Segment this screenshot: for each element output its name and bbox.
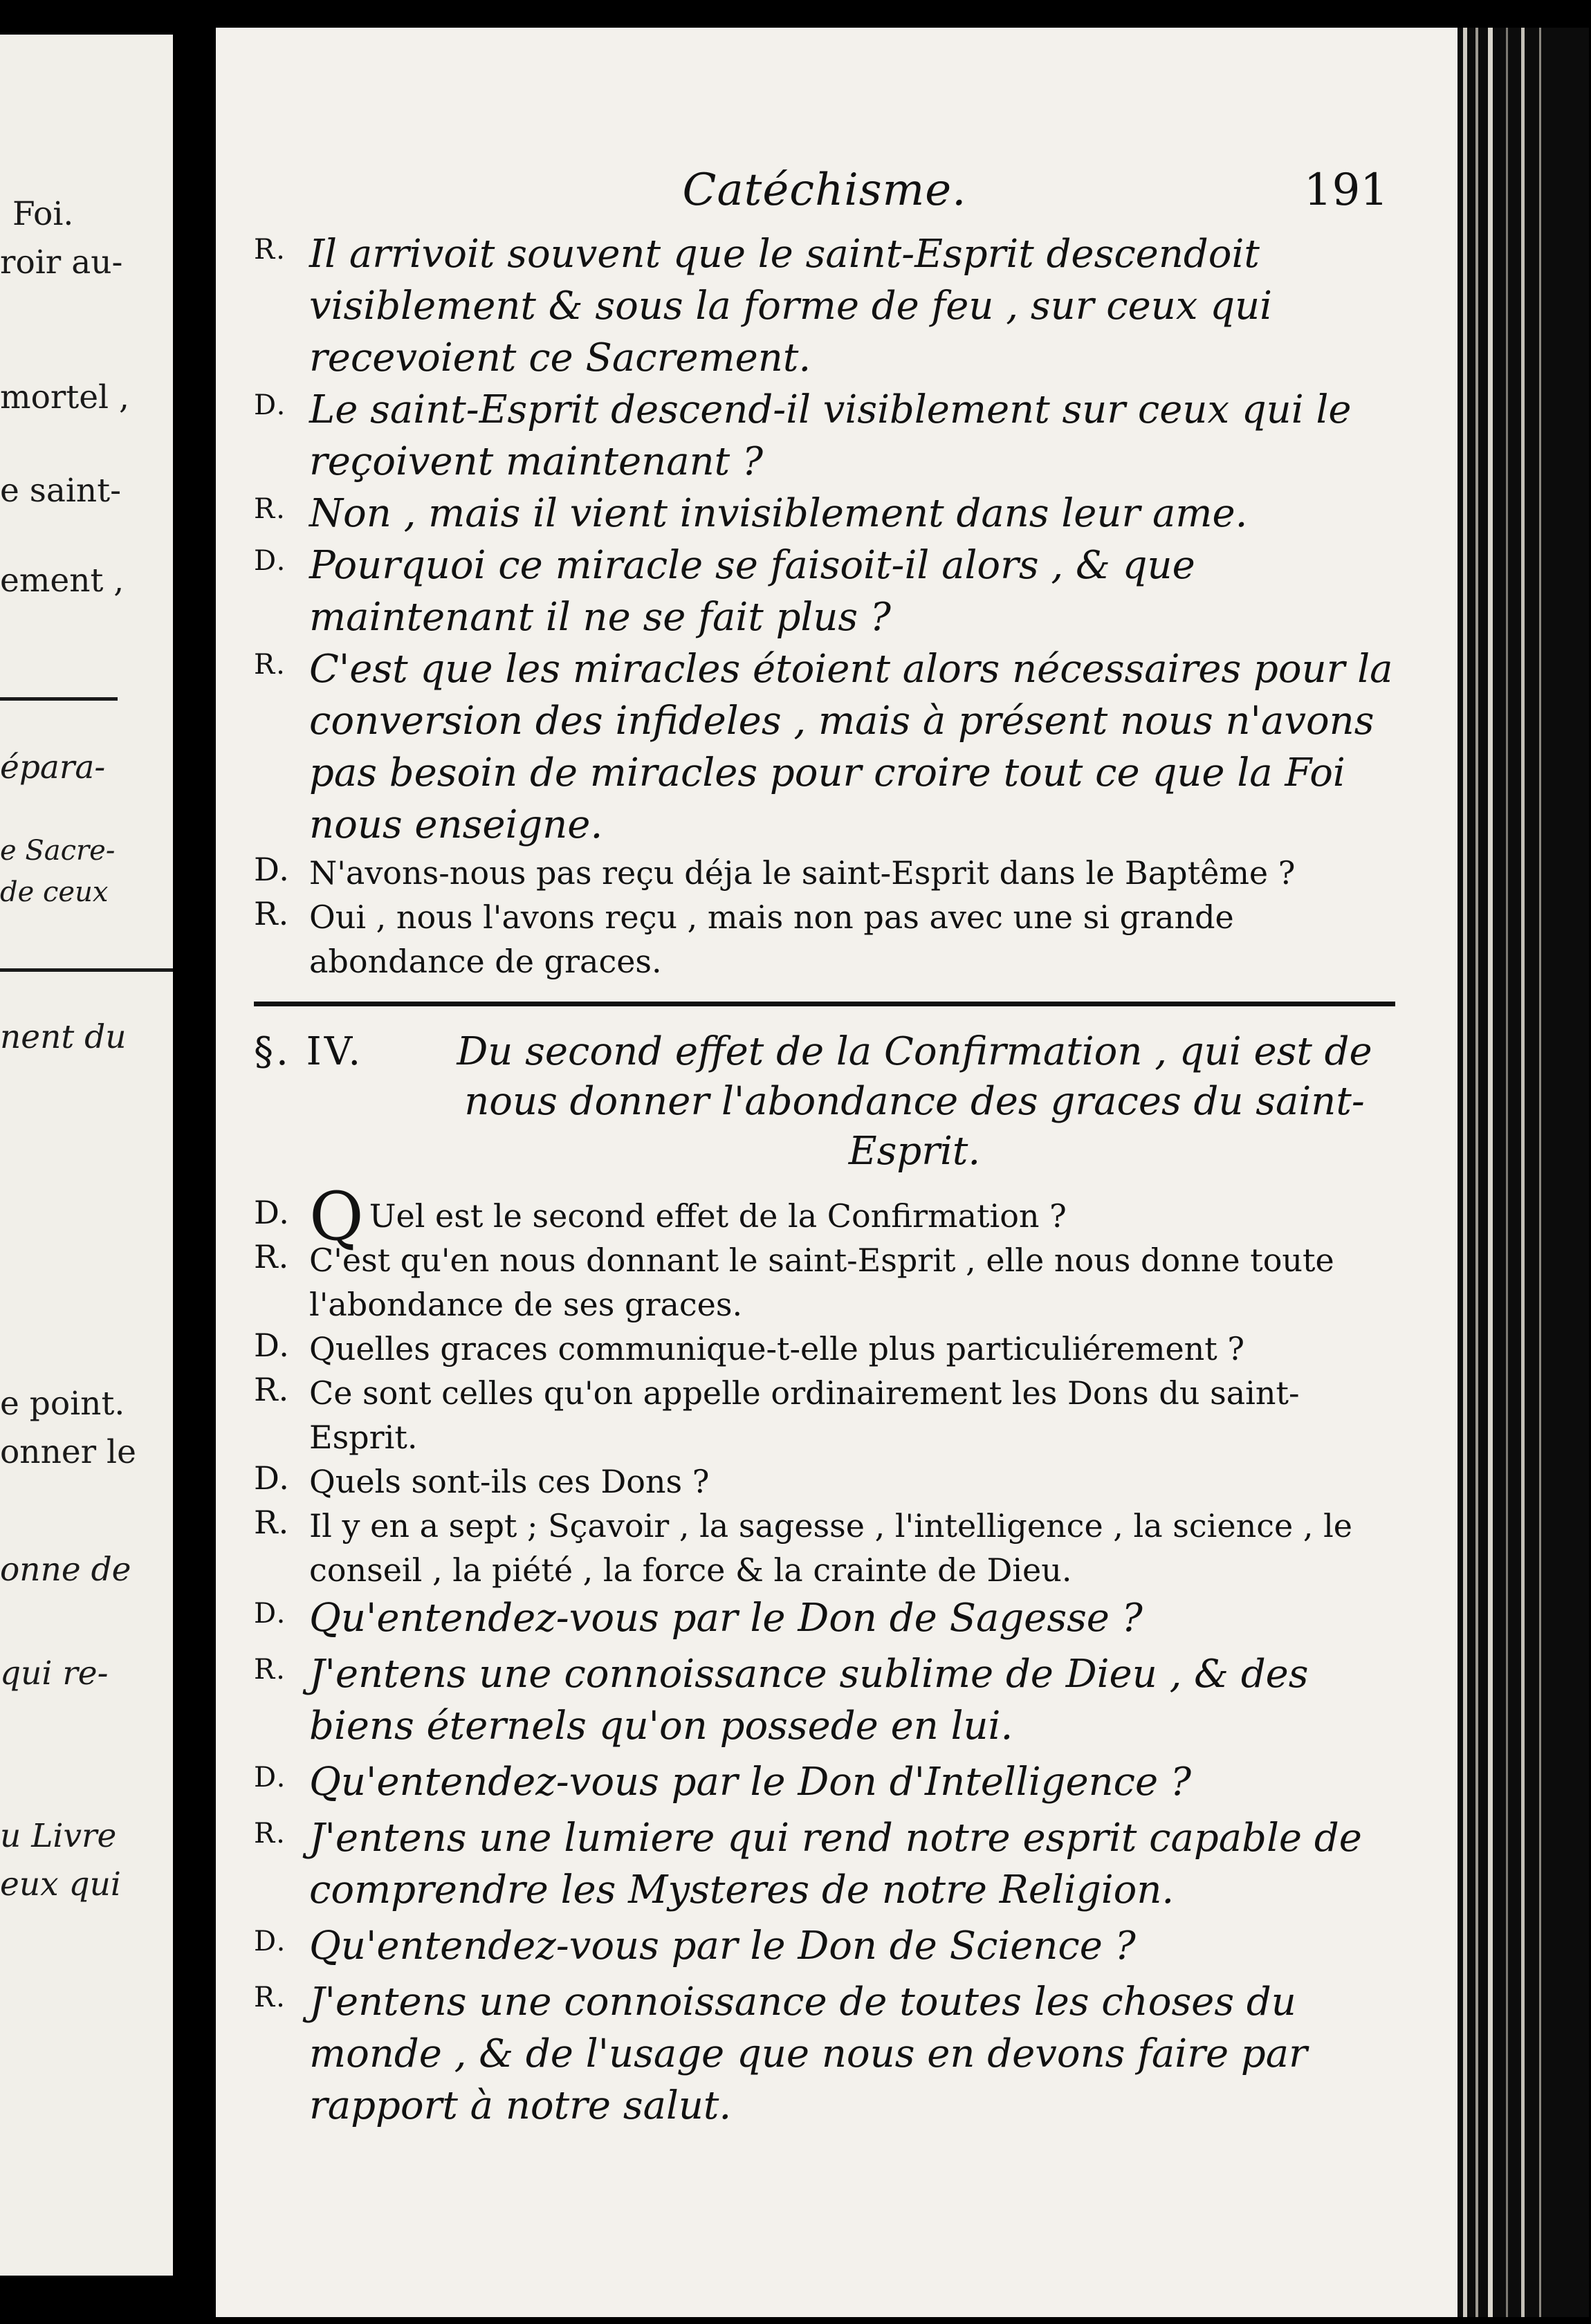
page-edge-line xyxy=(1475,28,1478,2317)
answer-entry xyxy=(254,1648,1395,1752)
page-stack-edge xyxy=(1457,28,1589,2317)
question-entry xyxy=(254,540,1395,643)
answer-label: R. xyxy=(254,895,290,932)
section-heading xyxy=(254,1027,1395,1177)
answer-entry xyxy=(254,488,1395,540)
question-text: Qu'entendez-vous par le Don de Science ? xyxy=(309,1924,1136,1968)
question-label: D. xyxy=(254,1459,290,1497)
left-fragment: u Livre xyxy=(0,1817,117,1855)
question-text: Pourquoi ce miracle se faisoit-il alors , & que maintenant il ne se fait plus ? xyxy=(309,543,1195,640)
answer-entry xyxy=(254,1812,1395,1916)
question-text: N'avons-nous pas reçu déja le saint-Esprit dans le Baptême ? xyxy=(309,854,1296,892)
left-fragment: onner le xyxy=(0,1433,136,1471)
question-label: D. xyxy=(254,851,290,888)
left-fragment: mortel , xyxy=(0,378,129,416)
answer-entry xyxy=(254,1504,1395,1592)
question-text: Qu'entendez-vous par le Don d'Intelligence ? xyxy=(309,1760,1191,1805)
answer-label: R. xyxy=(254,1371,290,1408)
answer-entry xyxy=(254,895,1395,984)
question-entry xyxy=(254,1327,1395,1371)
catechism-block-3 xyxy=(254,1178,1395,1592)
question-entry xyxy=(254,1459,1395,1504)
question-label: D. xyxy=(254,1327,290,1364)
page-edge-line xyxy=(1506,28,1508,2317)
page-edge-line xyxy=(1521,28,1525,2317)
answer-text: Oui , nous l'avons reçu , mais non pas avec une si grande abondance de graces. xyxy=(309,898,1234,980)
question-label: D. xyxy=(254,1762,287,1793)
answer-text: C'est qu'en nous donnant le saint-Esprit , elle nous donne toute l'abondance de ses graces. xyxy=(309,1242,1334,1323)
answer-text: J'entens une lumiere qui rend notre esprit capable de comprendre les Mysteres de notre Religion. xyxy=(309,1816,1362,1912)
catechism-block-4 xyxy=(254,1592,1395,2132)
question-label: D. xyxy=(254,389,287,421)
answer-label: R. xyxy=(254,1504,290,1541)
book-page xyxy=(216,28,1457,2317)
page-content xyxy=(254,159,1395,2136)
answer-text: Ce sont celles qu'on appelle ordinairement les Dons du saint-Esprit. xyxy=(309,1374,1300,1456)
catechism-block-2 xyxy=(254,851,1395,984)
question-entry xyxy=(254,1178,1395,1255)
left-fragment: nent du xyxy=(0,1018,127,1056)
answer-text: J'entens une connoissance de toutes les choses du monde , & de l'usage que nous en devons faire par rapport à notre salut. xyxy=(309,1980,1307,2128)
answer-label: R. xyxy=(254,1818,286,1850)
question-text: Quels sont-ils ces Dons ? xyxy=(309,1463,710,1500)
question-entry xyxy=(254,1592,1395,1644)
drop-cap: Q xyxy=(309,1178,364,1255)
answer-text: Non , mais il vient invisiblement dans leur ame. xyxy=(309,491,1248,536)
left-fragment: e point. xyxy=(0,1385,125,1423)
question-label: D. xyxy=(254,1598,287,1630)
question-label: D. xyxy=(254,1926,287,1957)
answer-label: R. xyxy=(254,1654,286,1686)
running-title: Catéchisme. xyxy=(682,165,967,216)
left-rule xyxy=(0,697,118,701)
question-text-rest: Uel est le second effet de la Confirmation ? xyxy=(369,1197,1067,1235)
question-text: Le saint-Esprit descend-il visiblement sur ceux qui le reçoivent maintenant ? xyxy=(309,387,1352,484)
answer-text: Il arrivoit souvent que le saint-Esprit descendoit visiblement & sous la forme de feu , sur ceux qui recevoient ce Sacrement. xyxy=(309,232,1273,380)
left-fragment: épara- xyxy=(0,748,106,786)
answer-entry xyxy=(254,228,1395,384)
answer-text: C'est que les miracles étoient alors nécessaires pour la conversion des infideles , mais à présent nous n'avons pas besoin de miracles pour croire tout ce que la Foi nous enseigne. xyxy=(309,647,1393,847)
question-entry xyxy=(254,851,1395,895)
section-divider-rule xyxy=(254,1002,1395,1006)
question-text: Quelles graces communique-t-elle plus particuliérement ? xyxy=(309,1330,1245,1367)
left-fragment: eux qui xyxy=(0,1865,121,1903)
left-fragment: Foi. xyxy=(12,195,74,233)
page-edge-line xyxy=(1488,28,1493,2317)
question-label: D. xyxy=(254,1194,290,1231)
answer-label: R. xyxy=(254,234,286,266)
answer-label: R. xyxy=(254,1238,290,1275)
left-fragment: roir au- xyxy=(0,243,123,282)
left-fragment: qui re- xyxy=(0,1654,109,1693)
answer-label: R. xyxy=(254,649,286,681)
left-fragment: de ceux xyxy=(0,876,109,908)
answer-entry xyxy=(254,1238,1395,1327)
page-edge-line xyxy=(1463,28,1467,2317)
left-rule xyxy=(0,968,173,972)
answer-text: J'entens une connoissance sublime de Dieu , & des biens éternels qu'on possede en lui. xyxy=(309,1652,1309,1749)
answer-text: Il y en a sept ; Sçavoir , la sagesse , l'intelligence , la science , le conseil , la piété , la force & la crainte de Dieu. xyxy=(309,1507,1353,1589)
running-head xyxy=(254,159,1395,228)
answer-entry xyxy=(254,643,1395,851)
left-fragment: e Sacre- xyxy=(0,835,116,867)
catechism-block-1 xyxy=(254,228,1395,851)
question-entry xyxy=(254,1920,1395,1972)
answer-entry xyxy=(254,1371,1395,1459)
left-fragment: ement , xyxy=(0,562,125,600)
question-entry xyxy=(254,1756,1395,1808)
answer-entry xyxy=(254,1976,1395,2132)
page-edge-line xyxy=(1539,28,1541,2317)
left-page-sliver xyxy=(0,35,173,2276)
question-text: Qu'entendez-vous par le Don de Sagesse ? xyxy=(309,1596,1143,1641)
question-entry xyxy=(254,384,1395,488)
question-text xyxy=(309,1178,1395,1255)
answer-label: R. xyxy=(254,493,286,525)
answer-label: R. xyxy=(254,1982,286,2013)
section-title: Du second effet de la Confirmation , qui est de nous donner l'abondance des graces du saint-Esprit. xyxy=(457,1029,1372,1174)
page-number: 191 xyxy=(1303,165,1388,216)
left-fragment: e saint- xyxy=(0,472,121,510)
section-number: §. IV. xyxy=(254,1029,364,1074)
question-label: D. xyxy=(254,545,287,577)
left-fragment: onne de xyxy=(0,1551,131,1589)
